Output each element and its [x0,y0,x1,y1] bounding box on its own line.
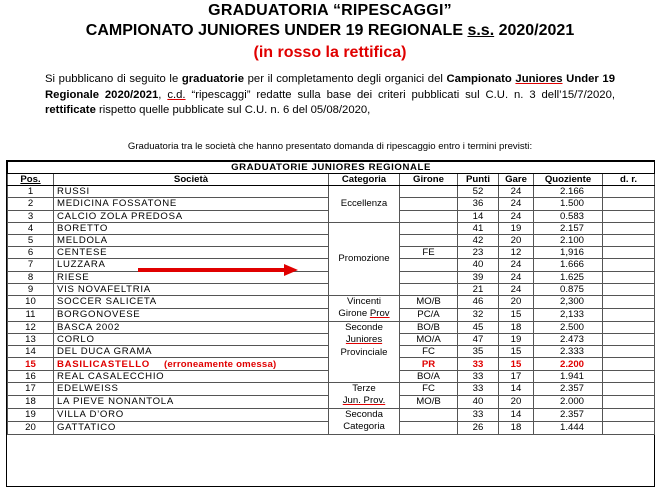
row-dr [603,321,655,333]
category-seconde-1: Seconde [345,321,383,333]
ranking-table [6,160,655,487]
row-societa: BASCA 2002 [54,321,329,333]
category-seconda [329,408,400,434]
para-bold-juniores: Juniores [515,73,563,85]
row-gare: 24 [499,259,534,271]
row-dr [603,283,655,295]
row-quoziente: 2,300 [534,295,603,308]
row-societa: BORGONOVESE [54,308,329,321]
category-vincenti-2: Girone [338,308,370,320]
row-societa: CORLO [54,334,329,346]
row-societa: LA PIEVE NONANTOLA [54,395,329,408]
row-quoziente: 2.100 [534,234,603,246]
row-pos: 14 [8,346,54,358]
row-dr [603,308,655,321]
row-girone [400,259,458,271]
row-punti: 21 [458,283,499,295]
row-pos: 18 [8,395,54,408]
category-seconda-2: Categoria [343,421,385,433]
row-punti: 32 [458,308,499,321]
row-punti: 46 [458,295,499,308]
row-pos: 11 [8,308,54,321]
row-societa: VILLA D’ORO [54,408,329,421]
para-bold-campionato: Campionato [446,73,516,85]
row-girone: FC [400,346,458,358]
row-punti: 39 [458,271,499,283]
row-societa: DEL DUCA GRAMA [54,346,329,358]
row-punti: 33 [458,408,499,421]
row-girone [400,186,458,198]
row-gare: 15 [499,308,534,321]
row-girone [400,421,458,434]
row-societa: GATTATICO [54,421,329,434]
row-girone [400,222,458,234]
row-gare: 19 [499,334,534,346]
row-girone [400,210,458,222]
row-girone: PR [400,358,458,370]
row-quoziente: 2.157 [534,222,603,234]
category-vincenti [329,295,400,321]
header-gare: Gare [499,174,534,186]
row-pos: 4 [8,222,54,234]
row-punti: 40 [458,395,499,408]
row-quoziente: 0.875 [534,283,603,295]
row-punti: 14 [458,210,499,222]
row-punti: 42 [458,234,499,246]
row-societa: VIS NOVAFELTRIA [54,283,329,295]
row-gare: 18 [499,421,534,434]
arrow-head [284,264,298,276]
row-punti: 47 [458,334,499,346]
row-quoziente: 1.941 [534,370,603,382]
row-girone [400,234,458,246]
category-seconde-3: Provinciale [340,346,388,358]
para-text-2: per il completamento degli organici del [244,73,447,85]
row-pos: 9 [8,283,54,295]
row-pos: 5 [8,234,54,246]
row-quoziente: 2.166 [534,186,603,198]
row-dr [603,346,655,358]
category-seconda-1: Seconda [345,408,383,420]
para-text-3: “ripescaggi” redatte sulla base dei criteri pubblicati sul C.U. n. 3 dell’15/7/2020, [185,88,615,101]
category-promozione: Promozione [329,222,400,295]
row-pos: 1 [8,186,54,198]
table-header-row [8,174,655,186]
row-pos: 2 [8,198,54,210]
row-girone-fe: FE [400,247,458,259]
row-punti: 41 [458,222,499,234]
title-line-2 [0,22,660,40]
row-gare: 12 [499,247,534,259]
header-dr: d. r. [603,174,655,186]
row-quoziente: 2,133 [534,308,603,321]
row-dr [603,222,655,234]
category-seconde-2: Juniores [345,334,383,346]
row-punti: 45 [458,321,499,333]
row-pos: 19 [8,408,54,421]
row-societa: EDELWEISS [54,382,329,395]
row-quoziente: 1.625 [534,271,603,283]
row-societa-name: BASILICASTELLO [57,358,150,370]
para-comma: , [158,88,168,101]
row-punti: 52 [458,186,499,198]
para-text-4: rispetto quelle pubblicate sul C.U. n. 6 del 05/08/2020, [95,104,371,116]
row-dr [603,186,655,198]
row-gare: 14 [499,408,534,421]
table-row [8,321,655,333]
row-societa: BORETTO [54,222,329,234]
row-punti: 33 [458,358,499,370]
row-pos: 8 [8,271,54,283]
title-line-1: GRADUATORIA “RIPESCAGGI” [208,2,452,19]
row-girone [400,408,458,421]
title-line-3: (in rosso la rettifica) [253,44,407,61]
row-quoziente: 2.500 [534,321,603,333]
row-dr [603,259,655,271]
category-vincenti-3: Prov [369,308,390,320]
row-punti: 33 [458,370,499,382]
para-text-1: Si pubblicano di seguito le [45,73,182,85]
row-quoziente: 1.666 [534,259,603,271]
row-girone: MO/B [400,395,458,408]
row-quoziente: 2.200 [534,358,603,370]
row-quoziente: 1.444 [534,421,603,434]
category-terze-1: Terze [352,382,376,394]
title-line-2-main: CAMPIONATO JUNIORES UNDER 19 REGIONALE [85,22,468,39]
para-bold-under: Under 19 Regionale 2020/2021 [45,73,615,101]
row-pos: 13 [8,334,54,346]
header-girone: Girone [400,174,458,186]
row-quoziente: 2.473 [534,334,603,346]
row-gare: 20 [499,295,534,308]
row-gare: 20 [499,395,534,408]
row-girone [400,271,458,283]
row-gare: 24 [499,186,534,198]
table-row [8,222,655,234]
row-punti: 36 [458,198,499,210]
row-quoziente: 0.583 [534,210,603,222]
row-pos: 12 [8,321,54,333]
row-societa: CALCIO ZOLA PREDOSA [54,210,329,222]
table-row [8,295,655,308]
row-dr [603,210,655,222]
row-punti: 23 [458,247,499,259]
row-gare: 14 [499,382,534,395]
row-gare: 15 [499,346,534,358]
row-quoziente: 1,916 [534,247,603,259]
arrow-shaft [138,268,286,272]
row-dr [603,334,655,346]
para-cd: c.d. [167,88,186,101]
row-dr [603,382,655,395]
row-pos: 3 [8,210,54,222]
para-bold-rettificate: rettificate [45,104,96,116]
row-quoziente: 2.357 [534,408,603,421]
row-societa: RUSSI [54,186,329,198]
category-eccellenza: Eccellenza [329,186,400,223]
row-quoziente: 2.357 [534,382,603,395]
row-societa: REAL CASALECCHIO [54,370,329,382]
row-girone: MO/A [400,334,458,346]
row-gare: 24 [499,283,534,295]
row-societa: MELDOLA [54,234,329,246]
row-girone: BO/B [400,321,458,333]
row-girone [400,283,458,295]
row-pos: 16 [8,370,54,382]
category-terze-2: Jun. Prov. [342,395,386,407]
row-societa: LUZZARA [54,259,329,271]
row-gare: 24 [499,210,534,222]
row-pos: 20 [8,421,54,434]
row-dr [603,234,655,246]
para-bold-graduatorie: graduatorie [181,73,245,85]
row-girone: FC [400,382,458,395]
row-pos: 17 [8,382,54,395]
header-punti: Punti [458,174,499,186]
row-punti: 26 [458,421,499,434]
row-dr [603,247,655,259]
row-dr [603,295,655,308]
row-societa: CENTESE [54,247,329,259]
row-gare: 24 [499,198,534,210]
row-societa-note: (erroneamente omessa) [163,358,277,370]
row-dr [603,358,655,370]
row-pos: 7 [8,259,54,271]
row-girone: BO/A [400,370,458,382]
row-pos: 10 [8,295,54,308]
row-gare: 15 [499,358,534,370]
row-gare: 20 [499,234,534,246]
row-gare: 18 [499,321,534,333]
row-societa: SOCCER SALICETA [54,295,329,308]
category-seconde [329,321,400,382]
intro-paragraph [45,72,615,119]
row-girone [400,198,458,210]
row-dr [603,408,655,421]
row-punti: 40 [458,259,499,271]
row-dr [603,421,655,434]
row-societa: MEDICINA FOSSATONE [54,198,329,210]
header-pos: Pos. [8,174,54,186]
row-gare: 19 [499,222,534,234]
row-punti: 35 [458,346,499,358]
row-societa [54,358,329,370]
row-dr [603,395,655,408]
table-intro: Graduatoria tra le società che hanno presentato domanda di ripescaggio entro i termini previsti: [127,141,533,152]
title-line-2-end: 2020/2021 [494,22,575,39]
header-quoziente: Quoziente [534,174,603,186]
row-quoziente: 2.333 [534,346,603,358]
row-dr [603,198,655,210]
table-row [8,408,655,421]
row-punti: 33 [458,382,499,395]
row-quoziente: 2.000 [534,395,603,408]
table-caption: GRADUATORIE JUNIORES REGIONALE [8,162,655,174]
row-dr [603,370,655,382]
category-vincenti-1: Vincenti [347,295,381,307]
row-girone: PC/A [400,308,458,321]
row-societa: RIESE [54,271,329,283]
row-quoziente: 1.500 [534,198,603,210]
table-row [8,382,655,395]
right-arrow-icon [138,264,300,276]
table-row [8,186,655,198]
row-gare: 24 [499,271,534,283]
title-line-2-ss: s.s. [467,22,495,39]
row-gare: 17 [499,370,534,382]
row-girone: MO/B [400,295,458,308]
category-terze [329,382,400,408]
row-dr [603,271,655,283]
header-categoria: Categoria [329,174,400,186]
row-pos: 15 [8,358,54,370]
row-pos: 6 [8,247,54,259]
header-societa: Società [54,174,329,186]
